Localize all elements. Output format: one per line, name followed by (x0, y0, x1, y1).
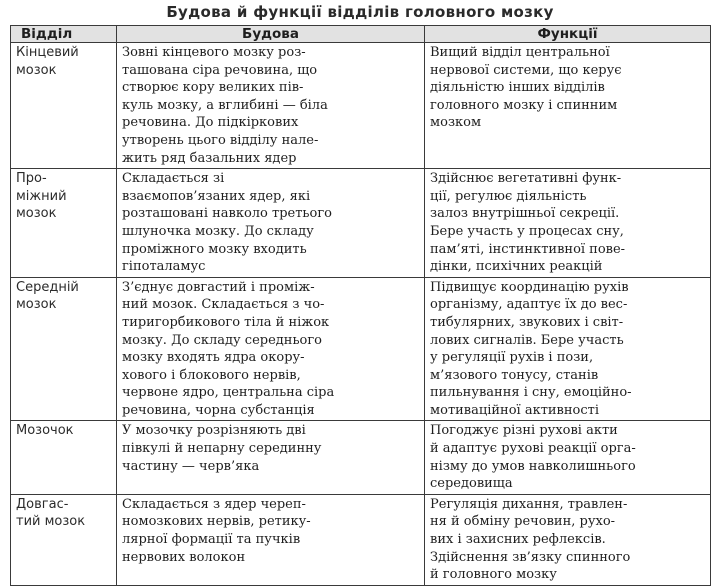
structure-cell (117, 494, 425, 585)
cell-line: Підвищує координацію рухів (430, 279, 629, 295)
cell-line: нервової системи, що керує (430, 62, 622, 78)
cell-line: Середній (16, 279, 79, 295)
cell-line: взаємопов’язаних ядер, які (122, 188, 311, 204)
structure-cell (117, 169, 425, 278)
functions-cell (425, 421, 711, 494)
cell-line: проміжного мозку входить (122, 241, 307, 257)
structure-cell (117, 43, 425, 169)
table-header-row (11, 26, 711, 43)
cell-line: шлуночка мозку. До складу (122, 223, 314, 239)
functions-cell (425, 494, 711, 585)
cell-line: Вищий відділ центральної (430, 45, 610, 60)
cell-line: ний мозок. Складається з чо- (122, 297, 325, 313)
cell-line: пам’яті, інстинктивної пове- (430, 241, 626, 257)
cell-line: дінки, психічних реакцій (430, 259, 603, 275)
cell-line: розташовані навколо третього (122, 206, 332, 222)
cell-line: мозку входять ядра окору- (122, 350, 305, 366)
cell-line: міжний (16, 188, 67, 204)
cell-line: куль мозку, а вглибині — біла (122, 97, 328, 113)
cell-line: організму, адаптує їх до вес- (430, 297, 628, 313)
column-header-section: Відділ (11, 26, 117, 43)
section-name-cell (11, 169, 117, 278)
cell-line: вих і захисних рефлексів. (430, 532, 606, 548)
cell-line: мозок (16, 206, 57, 222)
cell-line: діяльністю інших відділів (430, 80, 605, 96)
cell-line: мозок (16, 62, 57, 78)
cell-line: Здійснює вегетативні функ- (430, 171, 622, 187)
cell-line: Довгас- (16, 496, 69, 512)
column-header-structure: Будова (117, 26, 425, 43)
cell-line: Погоджує різні рухові акти (430, 423, 618, 439)
cell-line: мозок (16, 297, 57, 313)
brain-sections-table (10, 25, 711, 586)
cell-line: середовища (430, 476, 513, 492)
table-row (11, 494, 711, 585)
cell-line: у регуляції рухів і пози, (430, 350, 594, 366)
cell-line: ції, регулює діяльність (430, 188, 587, 204)
cell-line: створює кору великих пів- (122, 80, 304, 96)
cell-line: Бере участь у процесах сну, (430, 223, 624, 239)
cell-line: гіпоталамус (122, 259, 206, 275)
cell-line: хового і блокового нервів, (122, 367, 301, 383)
cell-line: лових сигналів. Бере участь (430, 332, 624, 348)
cell-line: й головного мозку (430, 567, 557, 583)
cell-line: З’єднує довгастий і проміж- (122, 279, 315, 295)
column-header-functions: Функції (425, 26, 711, 43)
cell-line: головного мозку і спинним (430, 97, 618, 113)
cell-line: мозком (430, 115, 482, 131)
cell-line: пильнування і сну, емоційно- (430, 385, 632, 401)
section-name-cell (11, 43, 117, 169)
functions-cell (425, 43, 711, 169)
cell-line: м’язового тонусу, станів (430, 367, 599, 383)
table-body (11, 43, 711, 586)
cell-line: Кінцевий (16, 45, 79, 60)
cell-line: номозкових нервів, ретику- (122, 514, 311, 530)
cell-line: нервових волокон (122, 549, 246, 565)
cell-line: речовина. До підкіркових (122, 115, 299, 131)
structure-cell (117, 421, 425, 494)
table-row (11, 169, 711, 278)
cell-line: Про- (16, 171, 47, 187)
cell-line: жить ряд базальних ядер (122, 150, 297, 166)
cell-line: ташована сіра речовина, що (122, 62, 318, 78)
functions-cell (425, 277, 711, 421)
cell-line: півкулі й непарну серединну (122, 441, 322, 457)
cell-line: Складається зі (122, 171, 225, 187)
section-name-cell (11, 421, 117, 494)
cell-line: мотиваційної активності (430, 402, 599, 418)
functions-cell (425, 169, 711, 278)
cell-line: утворень цього відділу нале- (122, 132, 319, 148)
cell-line: Здійснення зв’язку спинного (430, 549, 631, 565)
cell-line: й адаптує рухові реакції орга- (430, 441, 636, 457)
table-row (11, 43, 711, 169)
page-title: Будова й функції відділів головного мозку (166, 3, 554, 21)
table-row (11, 421, 711, 494)
cell-line: нізму до умов навколишнього (430, 458, 636, 474)
section-name-cell (11, 277, 117, 421)
cell-line: мозку. До складу середнього (122, 332, 322, 348)
structure-cell (117, 277, 425, 421)
cell-line: лярної формації та пучків (122, 532, 301, 548)
cell-line: Регуляція дихання, травлен- (430, 496, 628, 512)
cell-line: червоне ядро, центральна сіра (122, 385, 335, 401)
cell-line: частину — черв’яка (122, 458, 260, 474)
cell-line: залоз внутрішньої секреції. (430, 206, 620, 222)
cell-line: тибулярних, звукових і світ- (430, 314, 624, 330)
cell-line: ня й обміну речовин, руxo- (430, 514, 616, 530)
cell-line: Зовні кінцевого мозку роз- (122, 45, 306, 60)
cell-line: тиригорбикового тіла й ніжок (122, 314, 330, 330)
section-name-cell (11, 494, 117, 585)
cell-line: речовина, чорна субстанція (122, 402, 315, 418)
cell-line: Складається з ядер череп- (122, 496, 306, 512)
cell-line: Мозочок (16, 423, 74, 439)
table-row (11, 277, 711, 421)
cell-line: тий мозок (16, 514, 86, 530)
cell-line: У мозочку розрізняють дві (122, 423, 306, 439)
